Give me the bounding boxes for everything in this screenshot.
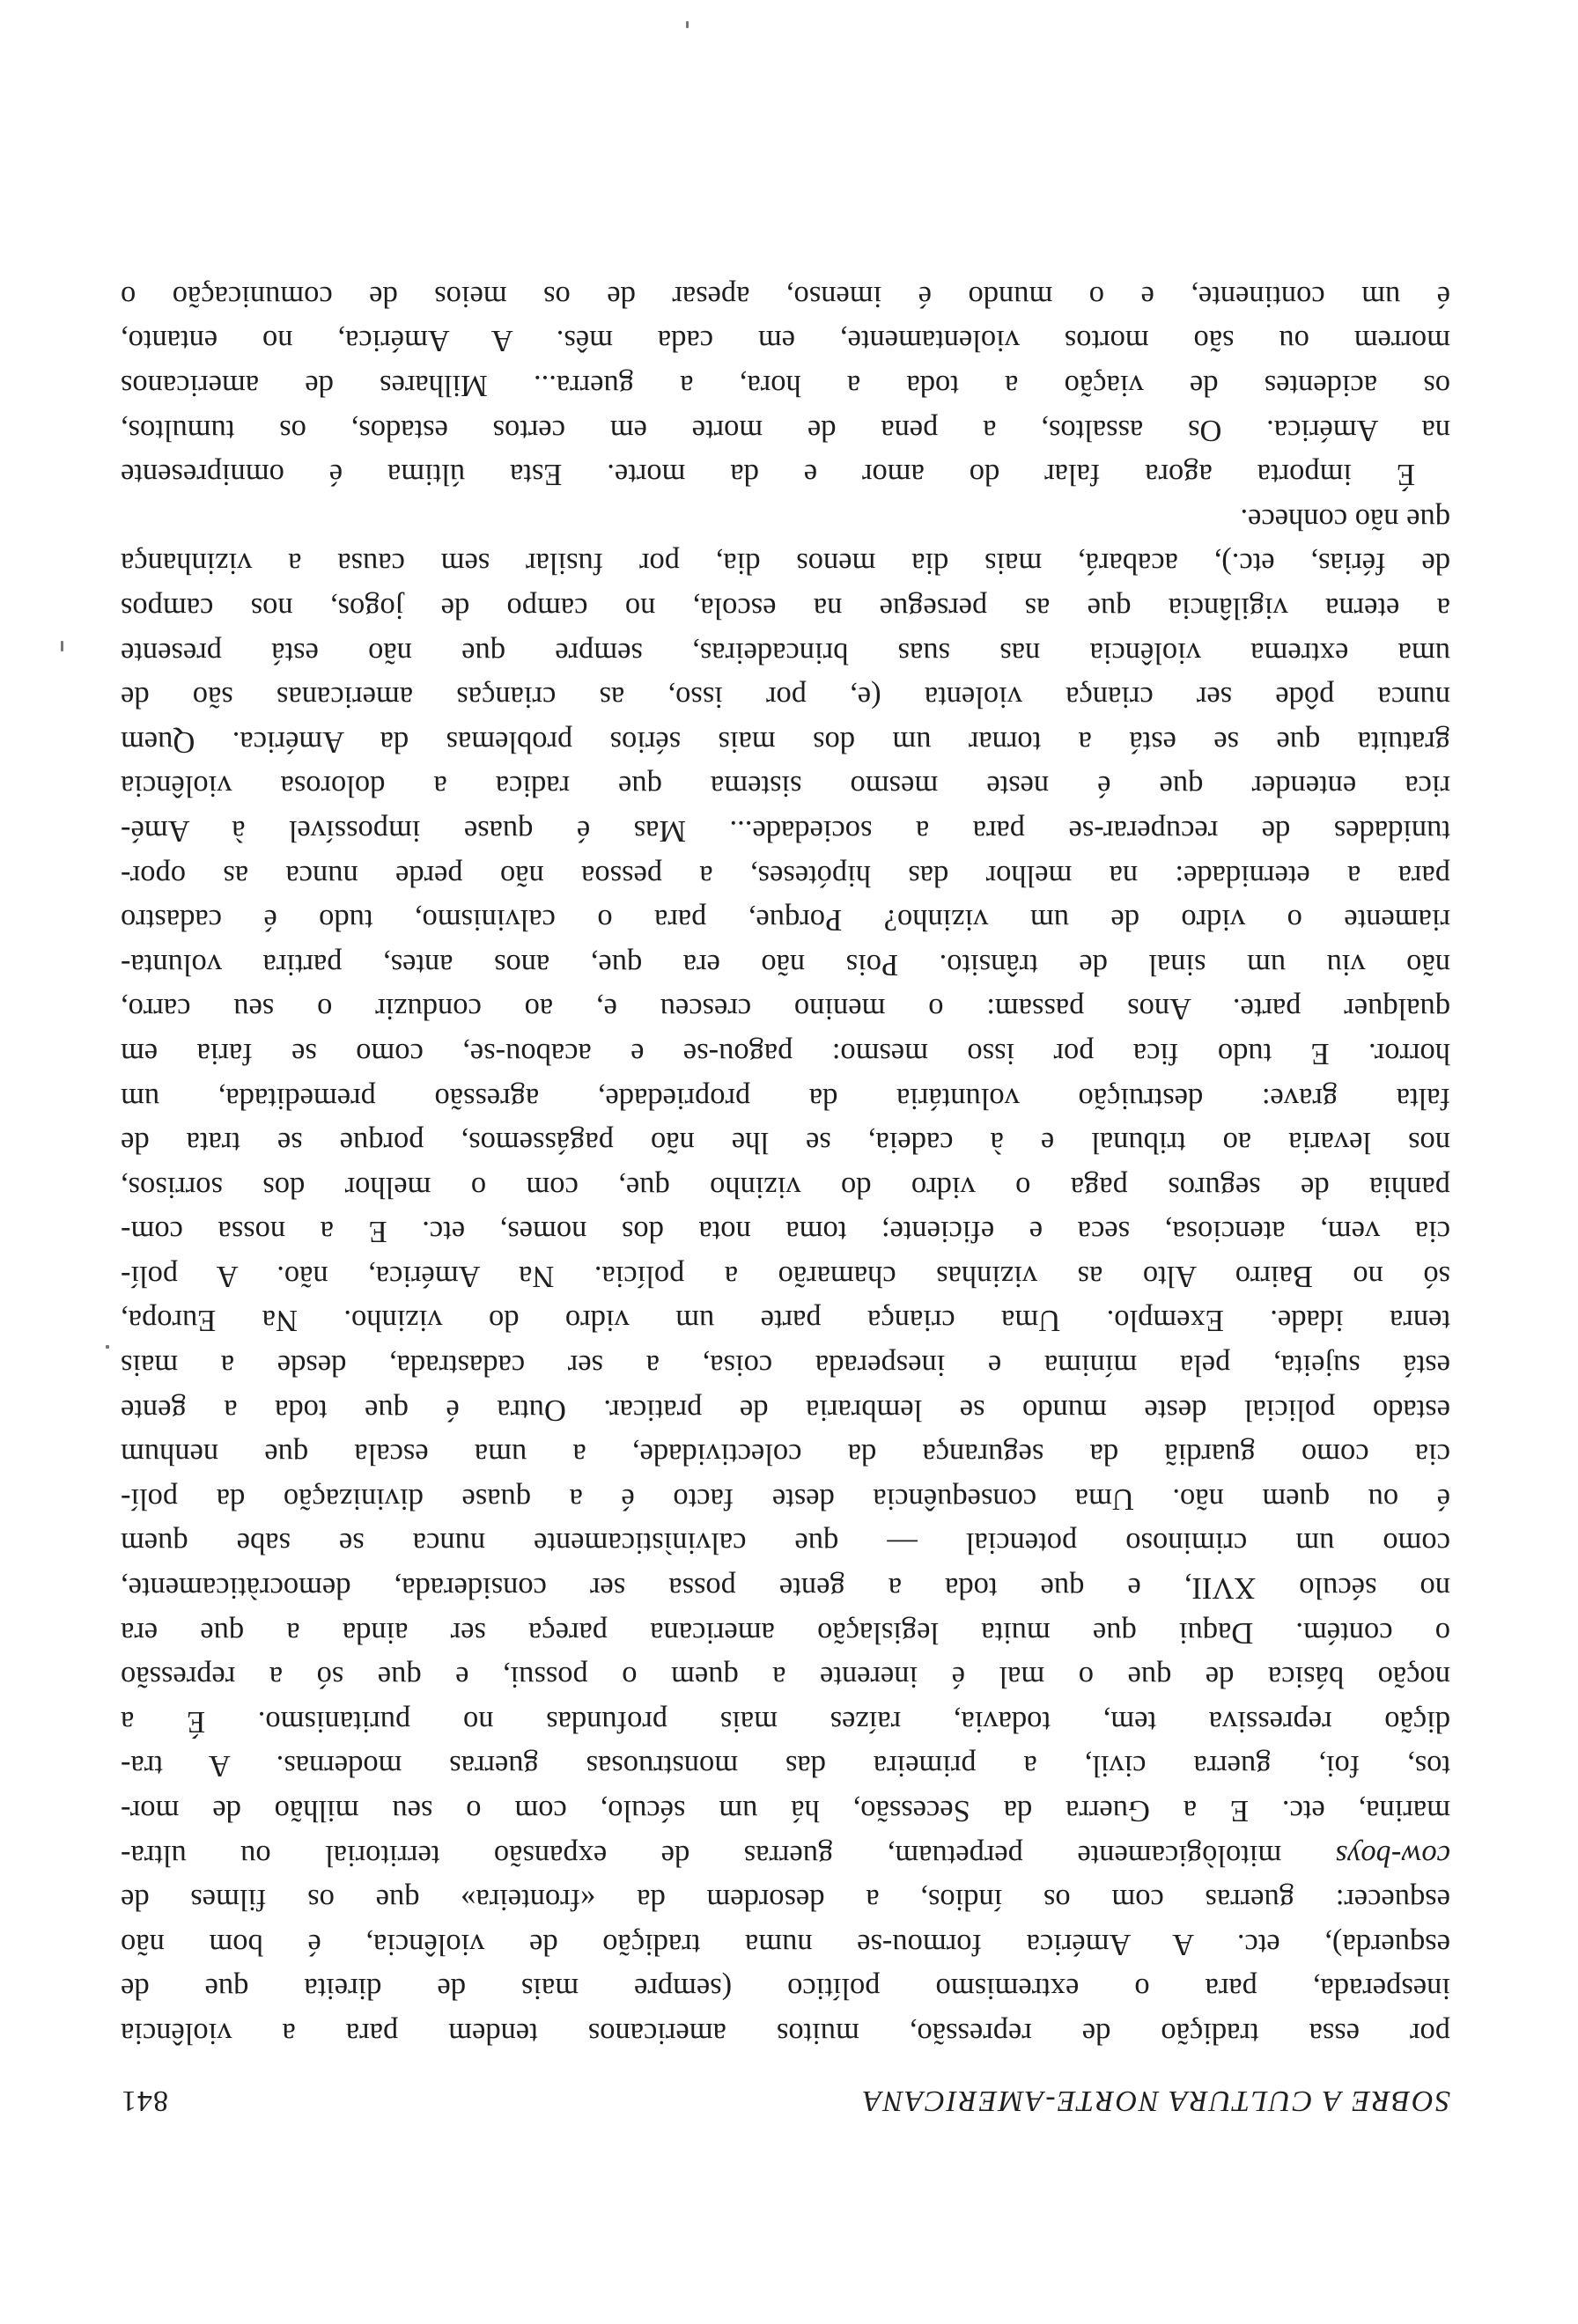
text-line: riamente o vidro de um vizinho? Porque, para o calvinismo, tudo é cadastro (121, 903, 1450, 938)
body-text (121, 274, 1450, 2056)
text-line: que não conhece. (1240, 502, 1450, 536)
text-line: cia vem, atenciosa, seca e eficiente; toma nota dos nomes, etc. E a nossa com- (121, 1215, 1450, 1249)
text-line: está sujeita, pela mínima e inesperada coisa, a ser cadastrada, desde a mais (121, 1349, 1450, 1383)
text-line: nunca pôde ser criança violenta (e, por isso, as crianças americanas são de (121, 680, 1450, 715)
text-line: gratuita que se está a tornar um dos mais sérios problemas da América. Quem (121, 724, 1450, 759)
scan-speck (61, 641, 63, 651)
text-line: no século XVII, e que toda a gente possa ser considerada, democràticamente, (121, 1571, 1450, 1606)
text-line: só no Bairro Alto as vizinhas chamarão a polícia. Na América, não. A polí- (121, 1259, 1450, 1293)
text-line: rica entender que é neste mesmo sistema que radica a dolorosa violência (121, 769, 1450, 804)
italic-term: cow-boys (1335, 1838, 1450, 1872)
text-line: para a eternidade: na melhor das hipóteses, a pessoa não perde nunca as opor- (121, 858, 1450, 893)
text-line: falta grave: destruição voluntária da propriedade, agressão premeditada, um (121, 1081, 1450, 1115)
text-line: tunidades de recuperar-se para a sociedade... Mas é quase impossível à Amé- (121, 813, 1450, 848)
scan-speck (686, 21, 689, 28)
text-line: tos, foi, guerra civil, a primeira das monstruosas guerras modernas. A tra- (121, 1749, 1450, 1783)
text-line: inesperada, para o extremismo político (sempre mais de direita que de (121, 1972, 1450, 2006)
text-line: estado policial deste mundo se lembraria de praticar. Outra é que toda a gente (121, 1393, 1450, 1427)
text-line: é um continente, e o mundo é imenso, apesar de os meios de comunicação o (121, 279, 1450, 313)
text-line: cia como guardiã da segurança da colectividade, a uma escala que nenhum (121, 1438, 1450, 1472)
text-line (121, 1833, 1450, 1878)
text-line: por essa tradição de repressão, muitos americanos tendem para a violência (121, 2017, 1450, 2050)
text-line: de férias, etc.), acabará, mais dia menos dia, por fusilar sem causa a vizinhança (121, 547, 1450, 581)
text-line: É importa agora falar do amor e da morte. Esta última é omnipresente (121, 458, 1415, 492)
text-line: panhia de seguros paga o vidro do vizinho que, com o melhor dos sorrisos, (121, 1170, 1450, 1204)
text-line: dição repressiva tem, todavia, raízes mais profundas no puritanismo. É a (121, 1704, 1450, 1739)
page-number: 841 (121, 2085, 168, 2117)
text-line: noção básica de que o mal é inerente a quem o possui, e que só a repressão (121, 1660, 1450, 1695)
text-line: é ou quem não. Uma consequência deste facto é a quase divinização da polí- (121, 1482, 1450, 1516)
text-line: esquecer: guerras com os índios, a desordem da «fronteira» que os filmes de (121, 1883, 1450, 1917)
running-title: SOBRE A CULTURA NORTE-AMERICANA (861, 2085, 1450, 2117)
text-line: a eterna vigilância que as persegue na escola, no campo de jogos, nos campos (121, 592, 1450, 625)
running-head (121, 2079, 1450, 2122)
text-line: não viu um sinal de trânsito. Pois não era que, anos antes, partira volunta- (121, 947, 1450, 982)
scan-speck (106, 1345, 109, 1349)
text-line: os acidentes de viação a toda a hora, a guerra... Milhares de americanos (121, 369, 1450, 403)
text-line: na América. Os assaltos, a pena de morte em certos estados, os tumultos, (121, 413, 1450, 447)
text-line: como um criminoso potencial — que calvinìsticamente nunca se sabe quem (121, 1526, 1450, 1561)
text-line: nos levaria ao tribunal e à cadeia, se lhe não pagássemos, porque se trata de (121, 1126, 1450, 1160)
text-line: tenra idade. Exemplo. Uma criança parte um vidro do vizinho. Na Europa, (121, 1304, 1450, 1338)
text-line: o contém. Daqui que muita legislação americana pareça ser ainda a que era (121, 1615, 1450, 1650)
line-rest: mitològicamente perpetuam, guerras de expansão territorial ou ultra- (121, 1838, 1336, 1872)
text-line: uma extrema violência nas suas brincadeiras, sempre que não está presente (121, 636, 1450, 670)
text-line: esquerda), etc. A América formou-se numa tradição de violência, é bom não (121, 1927, 1450, 1961)
text-line: marina, etc. E a Guerra da Secessão, há um século, com o seu milhão de mor- (121, 1794, 1450, 1828)
text-line: horror. E tudo fica por isso mesmo: pagou-se e acabou-se, como se faria em (121, 1036, 1450, 1070)
text-line: qualquer parte. Anos passam: o menino cresceu e, ao conduzir o seu carro, (121, 992, 1450, 1026)
text-line: morrem ou são mortos violentamente, em cada mês. A América, no entanto, (121, 324, 1450, 358)
